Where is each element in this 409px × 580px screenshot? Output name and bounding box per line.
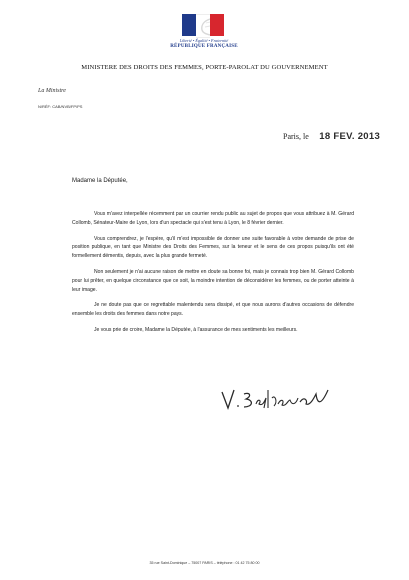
cabinet-label: La Ministre [38,88,66,94]
tricolor-flag-icon [182,14,224,36]
date-line [283,126,380,144]
republic-name: RÉPUBLIQUE FRANÇAISE [170,44,238,49]
letter-body [72,210,354,342]
ministry-title: MINISTERE DES DROITS DES FEMMES, PORTE-PAROLAT DU GOUVERNEMENT [81,64,328,71]
republic-motto: Liberté • Égalité • Fraternité [179,38,229,43]
paragraph-1: Vous m'avez interpellée récemment par un courrier rendu public au sujet de propos que vous attribuez à M. Gérard Collomb, Sénateur-Maire de Lyon, lors d'un spectacle qui s'est tenu à Lyon, le 8 février dernier. [72,211,354,226]
paragraph-3: Non seulement je n'ai aucune raison de mettre en doute sa bonne foi, mais je connais trop bien M. Gérard Collomb pour lui prêter, en quelque circonstance que ce soit, la moindre intention de déconsidérer les femmes, ou de porter atteinte à leur image. [72,268,354,293]
date-stamp: 18 FEV. 2013 [319,131,381,142]
handwritten-signature [218,386,336,414]
salutation: Madame la Députée, [72,178,128,184]
reference-number: N/RÉF: CAB/NVB/FP/PS [38,104,83,109]
paragraph-4: Je ne doute pas que ce regrettable malentendu sera dissipé, et que nous aurons d'autres occasions de défendre ensemble les droits des femmes dans notre pays. [72,302,354,318]
paragraph-5: Je vous prie de croire, Madame la Députée, à l'assurance de mes sentiments les meilleurs. [94,326,298,333]
date-city: Paris, le [283,132,309,141]
paragraph-2: Vous comprendrez, je l'espère, qu'il m'est impossible de donner une suite favorable à votre demande de prise de position publique, en tant que Ministre des Droits des Femmes, sur la teneur et le sens de ces propos puisqu'ils ont été formellement démentis, depuis, avec la plus grande fermeté. [72,235,354,260]
footer-address: 35 rue Saint-Dominique – 75007 PARIS – téléphone : 01 42 75 80 00 [149,561,260,565]
marianne-logo [182,14,224,36]
